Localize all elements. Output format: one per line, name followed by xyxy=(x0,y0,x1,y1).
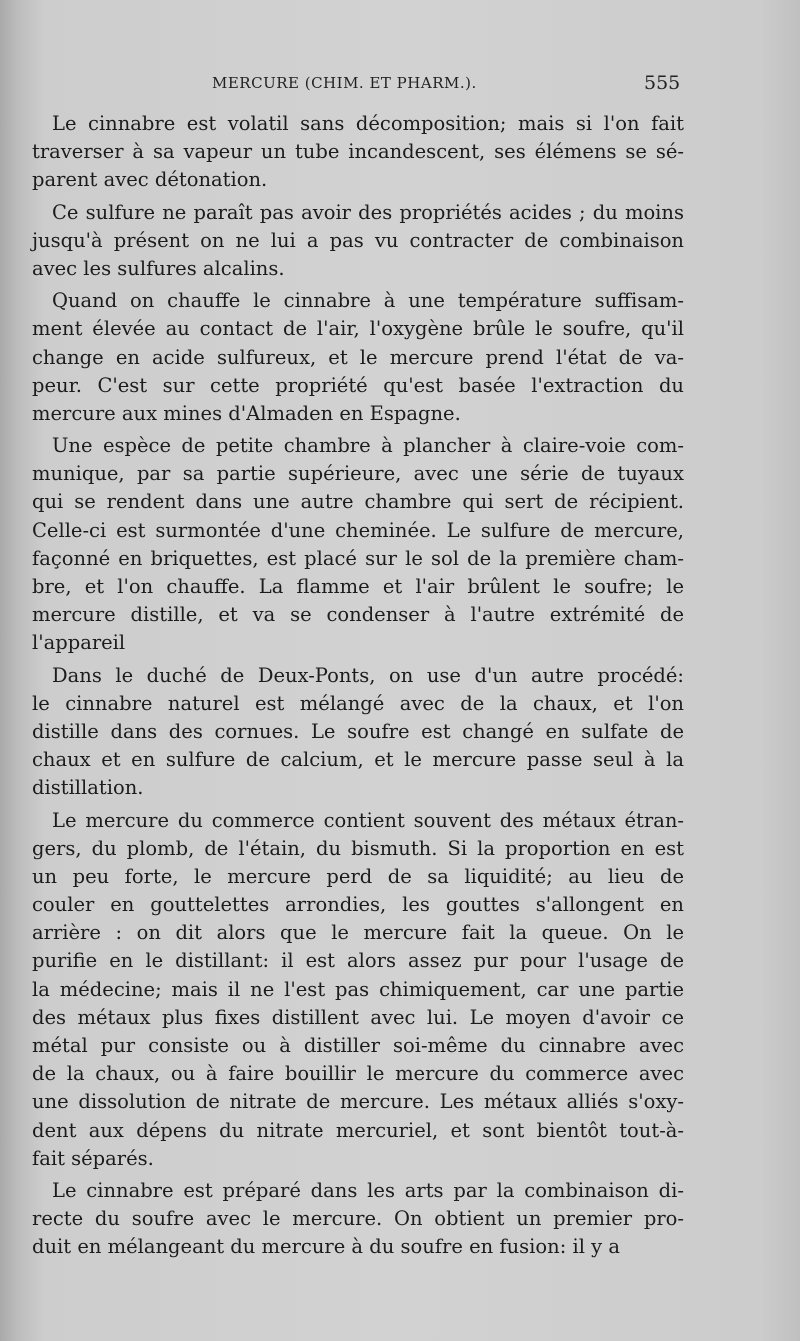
text-line: mercure distille, et va se condenser à l'autre extrémité de xyxy=(32,603,684,627)
text-line: qui se rendent dans une autre chambre qui sert de récipient. xyxy=(32,490,684,514)
text-line: Celle-ci est surmontée d'une cheminée. Le sulfure de mercure, xyxy=(32,518,684,542)
text-line: bre, et l'on chauffe. La flamme et l'air brûlent le soufre; le xyxy=(32,575,684,598)
paragraph xyxy=(32,432,684,658)
paragraph xyxy=(32,807,684,1173)
text-line: Le cinnabre est volatil sans décomposition; mais si l'on fait xyxy=(52,112,684,135)
text-line: façonné en briquettes, est placé sur le sol de la première cham- xyxy=(32,546,684,570)
text-line: munique, par sa partie supérieure, avec une série de tuyaux xyxy=(32,462,684,486)
running-head xyxy=(0,74,800,104)
text-line: fait séparés. xyxy=(32,1146,154,1170)
paragraph xyxy=(32,199,684,284)
text-line: Dans le duché de Deux-Ponts, on use d'un autre procédé: xyxy=(52,663,684,687)
text-line: ment élevée au contact de l'air, l'oxygène brûle le soufre, qu'il xyxy=(32,317,684,341)
text-line: traverser à sa vapeur un tube incandescent, ses élémens se sé- xyxy=(32,140,684,164)
paragraph xyxy=(32,287,684,428)
text-line: gers, du plomb, de l'étain, du bismuth. Si la proportion en est xyxy=(32,836,684,860)
text-line: distille dans des cornues. Le soufre est changé en sulfate de xyxy=(32,719,684,743)
text-line: peur. C'est sur cette propriété qu'est basée l'extraction du xyxy=(32,373,684,397)
text-line: un peu forte, le mercure perd de sa liquidité; au lieu de xyxy=(32,864,684,888)
text-line: Une espèce de petite chambre à plancher à claire-voie com- xyxy=(52,434,684,458)
text-line: recte du soufre avec le mercure. On obtient un premier pro- xyxy=(32,1207,684,1231)
text-line: change en acide sulfureux, et le mercure prend l'état de va- xyxy=(32,345,684,369)
text-line: purifie en le distillant: il est alors assez pur pour l'usage de xyxy=(32,949,684,973)
text-line: mercure aux mines d'Almaden en Espagne. xyxy=(32,401,461,425)
text-line: jusqu'à présent on ne lui a pas vu contracter de combinaison xyxy=(32,228,684,252)
text-line: Quand on chauffe le cinnabre à une température suffisam- xyxy=(52,289,684,313)
text-line: dent aux dépens du nitrate mercuriel, et sont bientôt tout-à- xyxy=(32,1118,684,1142)
text-line: duit en mélangeant du mercure à du soufre en fusion: il y a xyxy=(32,1235,620,1259)
paragraph xyxy=(32,1177,684,1262)
text-line: parent avec détonation. xyxy=(32,168,268,192)
page-number: 555 xyxy=(644,72,681,94)
text-line: distillation. xyxy=(32,776,144,800)
text-line: la médecine; mais il ne l'est pas chimiquement, car une partie xyxy=(32,977,684,1001)
paragraph xyxy=(32,110,684,195)
text-line: chaux et en sulfure de calcium, et le mercure passe seul à la xyxy=(32,748,684,772)
text-line: couler en gouttelettes arrondies, les gouttes s'allongent en xyxy=(32,893,684,917)
text-line: de la chaux, ou à faire bouillir le mercure du commerce avec xyxy=(32,1062,684,1086)
text-line: l'appareil xyxy=(32,631,126,655)
text-line: Ce sulfure ne paraît pas avoir des propriétés acides ; du moins xyxy=(52,200,684,224)
text-line: des métaux plus fixes distillent avec lui. Le moyen d'avoir ce xyxy=(32,1005,684,1029)
body-text xyxy=(32,110,684,1266)
text-line: le cinnabre naturel est mélangé avec de la chaux, et l'on xyxy=(32,691,684,715)
paragraph xyxy=(32,662,684,803)
text-line: une dissolution de nitrate de mercure. Les métaux alliés s'oxy- xyxy=(32,1090,684,1114)
text-line: Le cinnabre est préparé dans les arts par la combinaison di- xyxy=(52,1178,684,1202)
text-line: Le mercure du commerce contient souvent des métaux étran- xyxy=(52,808,684,832)
running-title: MERCURE (CHIM. ET PHARM.). xyxy=(212,74,477,92)
text-line: arrière : on dit alors que le mercure fait la queue. On le xyxy=(32,921,684,945)
text-line: avec les sulfures alcalins. xyxy=(32,256,285,280)
text-line: métal pur consiste ou à distiller soi-même du cinnabre avec xyxy=(32,1034,684,1057)
